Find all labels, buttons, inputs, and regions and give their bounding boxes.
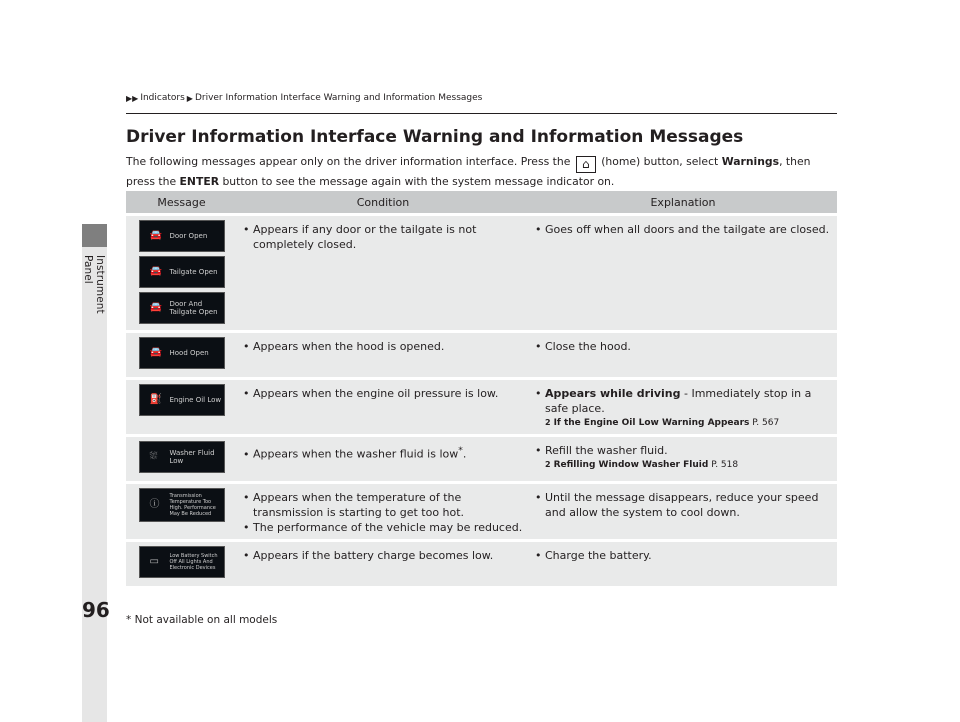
explanation-rest: - Immediately stop in a safe place. — [545, 387, 812, 415]
condition-cell — [237, 333, 529, 377]
condition-main: Appears when the washer fluid is low — [253, 447, 459, 461]
condition-text: • Appears if any door or the tailgate is not completely closed. — [241, 222, 525, 252]
explanation-text — [533, 386, 833, 416]
message-screen — [139, 488, 225, 522]
message-screen — [139, 337, 225, 369]
reference-arrow-icon: 2 — [545, 418, 551, 427]
explanation-text: • Refill the washer fluid. — [533, 443, 833, 458]
explanation-text: • Charge the battery. — [533, 548, 833, 563]
condition-cell — [237, 216, 529, 330]
header-condition: Condition — [237, 191, 529, 213]
cross-reference[interactable] — [533, 416, 833, 430]
table-header-row — [126, 191, 837, 213]
condition-cell — [237, 542, 529, 586]
screen-text: Washer Fluid Low — [169, 449, 215, 465]
message-screens — [126, 542, 237, 586]
reference-page: P. 518 — [711, 460, 739, 470]
washer-fluid-icon: ⛆ — [149, 451, 158, 462]
explanation-cell — [529, 333, 837, 377]
message-screen — [139, 546, 225, 578]
message-screen — [139, 256, 225, 288]
message-screens — [126, 380, 237, 434]
home-icon: ⌂ — [576, 156, 596, 173]
breadcrumb-arrow-icon: ▶▶ — [126, 93, 139, 103]
cross-reference[interactable] — [533, 458, 833, 472]
header-message: Message — [126, 191, 237, 213]
reference-title: If the Engine Oil Low Warning Appears — [553, 418, 750, 428]
condition-text: • The performance of the vehicle may be reduced. — [241, 520, 525, 535]
car-tailgate-icon: 🚘 — [149, 266, 162, 277]
explanation-text: • Close the hood. — [533, 339, 833, 354]
header-rule — [126, 113, 837, 114]
condition-cell — [237, 437, 529, 481]
message-screen — [139, 292, 225, 324]
message-screen — [139, 220, 225, 252]
footnote-mark: * — [458, 445, 463, 456]
explanation-cell — [529, 380, 837, 434]
message-screens — [126, 333, 237, 377]
breadcrumb-arrow-icon: ▶ — [186, 93, 193, 103]
condition-text — [241, 443, 525, 462]
intro-paragraph — [126, 153, 836, 190]
message-screen — [139, 441, 225, 473]
explanation-cell — [529, 216, 837, 330]
screen-text: Engine Oil Low — [169, 396, 222, 404]
chapter-label: Instrument Panel — [82, 255, 106, 314]
warnings-term: Warnings — [721, 155, 780, 168]
condition-end: . — [462, 447, 467, 461]
chapter-tab — [82, 224, 107, 247]
condition-cell — [237, 380, 529, 434]
breadcrumb — [126, 93, 482, 103]
page-title: Driver Information Interface Warning and Information Messages — [126, 127, 744, 147]
explanation-bold: Appears while driving — [545, 387, 681, 400]
message-screens — [126, 216, 237, 330]
reference-page: P. 567 — [752, 418, 780, 428]
oil-can-icon: ⛽ — [149, 394, 162, 405]
car-hood-icon: 🚘 — [149, 347, 162, 358]
intro-text: button to see the message again with the system message indicator on. — [222, 175, 615, 188]
info-icon: ⓘ — [149, 499, 160, 510]
header-explanation: Explanation — [529, 191, 837, 213]
screen-text: Door Open — [169, 232, 208, 240]
table-row — [126, 437, 837, 481]
table-row — [126, 333, 837, 377]
breadcrumb-item: Driver Information Interface Warning and Information Messages — [194, 93, 483, 103]
explanation-text: • Goes off when all doors and the tailgate are closed. — [533, 222, 833, 237]
table-row — [126, 542, 837, 586]
condition-text: • Appears when the hood is opened. — [241, 339, 525, 354]
table-row — [126, 380, 837, 434]
screen-text: Transmission Temperature Too High. Performance May Be Reduced — [169, 493, 216, 517]
condition-text: • Appears when the temperature of the transmission is starting to get too hot. — [241, 490, 525, 520]
screen-text: Door And Tailgate Open — [169, 300, 218, 316]
message-screens — [126, 437, 237, 481]
screen-text: Tailgate Open — [169, 268, 218, 276]
explanation-text: • Until the message disappears, reduce your speed and allow the system to cool down. — [533, 490, 833, 520]
intro-text: , then press the — [126, 155, 811, 188]
screen-text: Low Battery Switch Off All Lights And Electronic Devices — [169, 553, 218, 571]
enter-term: ENTER — [179, 175, 220, 188]
table-row — [126, 216, 837, 330]
car-door-tailgate-icon: 🚘 — [149, 302, 162, 313]
footnote: * Not available on all models — [126, 614, 278, 626]
table-row — [126, 484, 837, 539]
condition-cell — [237, 484, 529, 539]
intro-text: (home) button, select — [601, 155, 719, 168]
breadcrumb-item[interactable]: Indicators — [140, 93, 185, 103]
condition-text: • Appears if the battery charge becomes low. — [241, 548, 525, 563]
screen-text: Hood Open — [169, 349, 209, 357]
explanation-cell — [529, 542, 837, 586]
car-door-icon: 🚘 — [149, 230, 162, 241]
page-number: 96 — [82, 598, 110, 622]
condition-text: • Appears when the engine oil pressure is low. — [241, 386, 525, 401]
reference-title: Refilling Window Washer Fluid — [553, 460, 709, 470]
battery-icon: ▭ — [149, 556, 159, 567]
message-screens — [126, 484, 237, 539]
explanation-cell — [529, 437, 837, 481]
explanation-cell — [529, 484, 837, 539]
reference-arrow-icon: 2 — [545, 460, 551, 469]
intro-text: The following messages appear only on the driver information interface. Press the — [126, 155, 571, 168]
message-screen — [139, 384, 225, 416]
message-table — [126, 188, 837, 589]
